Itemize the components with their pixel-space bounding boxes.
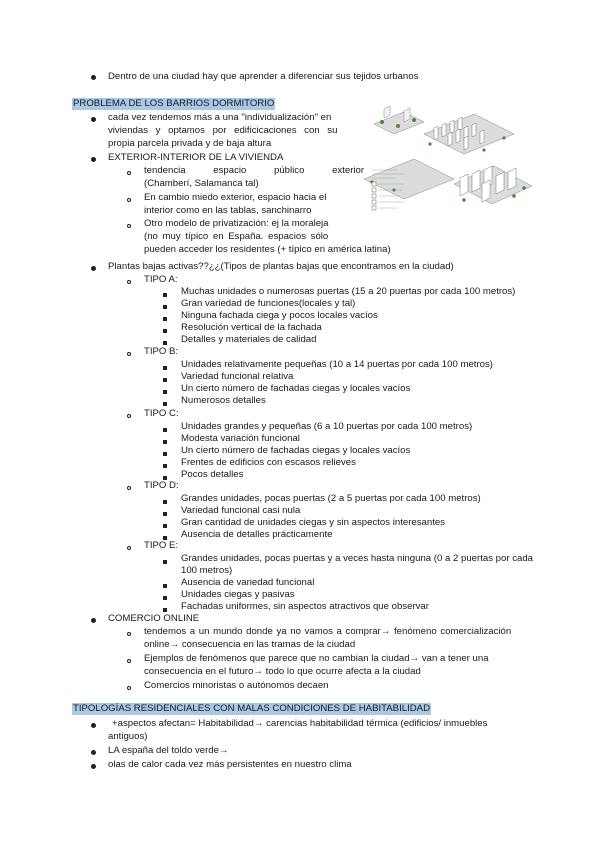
s2-b2: LA españa del toldo verde→: [108, 745, 229, 756]
p1-line3: propia parcela privada y de baja altura: [108, 138, 272, 149]
tipo-a-item: Detalles y materiales de calidad: [181, 334, 317, 345]
s2-b1-line1: +aspectos afectan= Habitabilidad→ carencias habitabilidad térmica (edificios/ inmuebles: [112, 718, 488, 729]
bullet-square: [163, 423, 167, 435]
bullet-square: [163, 591, 167, 603]
tipo-d-label: TIPO D:: [144, 480, 179, 491]
bullet-circle: [127, 347, 131, 359]
tipo-b-item: Un cierto número de fachadas ciegas y locales vacíos: [181, 383, 411, 394]
bullet-circle: [127, 193, 131, 205]
p2a-line2: (Chamberí, Salamanca tal): [144, 178, 259, 189]
tipo-b-item: Unidades relativamente pequeñas (10 a 14 puertas por cada 100 metros): [181, 359, 493, 370]
p1-line1: cada vez tendemos más a una "individualización" en: [108, 112, 332, 123]
comercio-2-line1: Ejemplos de fenómenos que parece que no cambian la ciudad→ van a tener una: [144, 653, 489, 664]
p2b-line2: interior como en las tablas, sanchinarro: [144, 205, 312, 216]
bullet-square: [163, 385, 167, 397]
bullet-square: [163, 435, 167, 447]
tipo-d-item: Variedad funcional casi nula: [181, 505, 301, 516]
tipo-a-item: Muchas unidades o numerosas puertas (15 a 20 puertas por cada 100 metros): [181, 286, 516, 297]
tipo-d-item: Grandes unidades, pocas puertas (2 a 5 puertas por cada 100 metros): [181, 493, 481, 504]
tipo-a-item: Ninguna fachada ciega y pocos locales vacíos: [181, 310, 378, 321]
tipo-c-label: TIPO C:: [144, 408, 179, 419]
p1-line2: viviendas y optamos por edificicaciones con su: [108, 125, 338, 136]
tipo-b-label: TIPO B:: [144, 346, 179, 357]
tipo-c-item: Frentes de edificios con escasos relieves: [181, 457, 356, 468]
comercio-1-line1: tendemos a un mundo donde ya no vamos a comprar→ fenómeno comercialización: [144, 626, 512, 637]
bullet-circle: [127, 627, 131, 639]
tipo-d-item: Gran cantidad de unidades ciegas y sin aspectos interesantes: [181, 517, 445, 528]
tipo-e-item: Fachadas uniformes, sin aspectos atractivos que observar: [181, 601, 429, 612]
bullet-dot: [91, 614, 96, 626]
tipo-e-item: Unidades ciegas y pasivas: [181, 589, 295, 600]
urban-typology-illustration: [364, 104, 532, 222]
s2-b1-line2: antiguos): [108, 731, 148, 742]
bullet-square: [163, 555, 167, 567]
intro-text: Dentro de una ciudad hay que aprender a diferenciar sus tejidos urbanos: [108, 71, 419, 82]
tipo-d-item: Ausencia de detalles prácticamente: [181, 529, 333, 540]
tipo-e-item1-line2: 100 metros): [181, 565, 233, 576]
s2-b3: olas de calor cada vez más persistentes en nuestro clima: [108, 759, 352, 770]
bullet-dot: [91, 153, 96, 165]
tipo-e-item: Ausencia de variedad funcional: [181, 577, 315, 588]
bullet-square: [163, 495, 167, 507]
p2c-line1: Otro modelo de privatización: ej la moraleja: [144, 218, 329, 229]
bullet-square: [163, 300, 167, 312]
tipo-c-item: Pocos detalles: [181, 469, 244, 480]
tipo-a-label: TIPO A:: [144, 274, 178, 285]
bullet-circle: [127, 654, 131, 666]
tipo-e-label: TIPO E:: [144, 540, 179, 551]
p2c-line3: pueden acceder los residentes (+ típico en américa latina): [144, 244, 391, 255]
bullet-dot: [91, 262, 96, 274]
p2b-line1: En cambio miedo exterior, espacio hacia el: [144, 192, 327, 203]
bullet-dot: [91, 71, 96, 83]
bullet-dot: [91, 113, 96, 125]
tipo-c-item: Modesta variación funcional: [181, 433, 300, 444]
comercio-3: Comercios minoristas o autónomos decaen: [144, 680, 329, 691]
tipo-c-item: Un cierto número de fachadas ciegas y locales vacíos: [181, 445, 411, 456]
bullet-dot: [91, 760, 96, 772]
bullet-dot: [91, 719, 96, 731]
tipo-a-item: Gran variedad de funciones(locales y tal): [181, 298, 356, 309]
tipo-c-item: Unidades grandes y pequeñas (6 a 10 puertas por cada 100 metros): [181, 421, 473, 432]
comercio-online: COMERCIO ONLINE: [108, 613, 200, 624]
bullet-square: [163, 288, 167, 300]
bullet-square: [163, 361, 167, 373]
bullet-circle: [127, 275, 131, 287]
bullet-square: [163, 519, 167, 531]
section-heading-tipologias: TIPOLOGÍAS RESIDENCIALES CON MALAS CONDICIONES DE HABITABILIDAD: [73, 703, 431, 714]
tipo-b-item: Variedad funcional relativa: [181, 371, 294, 382]
bullet-square: [163, 447, 167, 459]
bullet-dot: [91, 746, 96, 758]
p2a-line1: tendencia espacio público exterior: [144, 165, 365, 176]
p2c-line2: (no muy típico en España. espacios sólo: [144, 231, 329, 242]
bullet-circle: [127, 166, 131, 178]
section-heading-barrios: PROBLEMA DE LOS BARRIOS DORMITORIO: [73, 98, 275, 109]
p2-text: EXTERIOR-INTERIOR DE LA VIVIENDA: [108, 152, 284, 163]
comercio-2-line2: consecuencia en el futuro→ todo lo que ocurre afecta a la ciudad: [144, 666, 421, 677]
bullet-square: [163, 373, 167, 385]
bullet-circle: [127, 541, 131, 553]
bullet-square: [163, 459, 167, 471]
p3-text: Plantas bajas activas??¿¿(Tipos de plantas bajas que encontramos en la ciudad): [108, 261, 454, 272]
bullet-square: [163, 507, 167, 519]
bullet-circle: [127, 219, 131, 231]
tipo-a-item: Resolución vertical de la fachada: [181, 322, 322, 333]
bullet-circle: [127, 481, 131, 493]
bullet-circle: [127, 681, 131, 693]
bullet-circle: [127, 409, 131, 421]
comercio-1-line2: online→ consecuencia en las tramas de la ciudad: [144, 639, 356, 650]
tipo-e-item1-line1: Grandes unidades, pocas puertas y a veces hasta ninguna (0 a 2 puertas por cada: [181, 553, 533, 564]
bullet-square: [163, 324, 167, 336]
tipo-b-item: Numerosos detalles: [181, 395, 266, 406]
bullet-square: [163, 579, 167, 591]
bullet-square: [163, 312, 167, 324]
